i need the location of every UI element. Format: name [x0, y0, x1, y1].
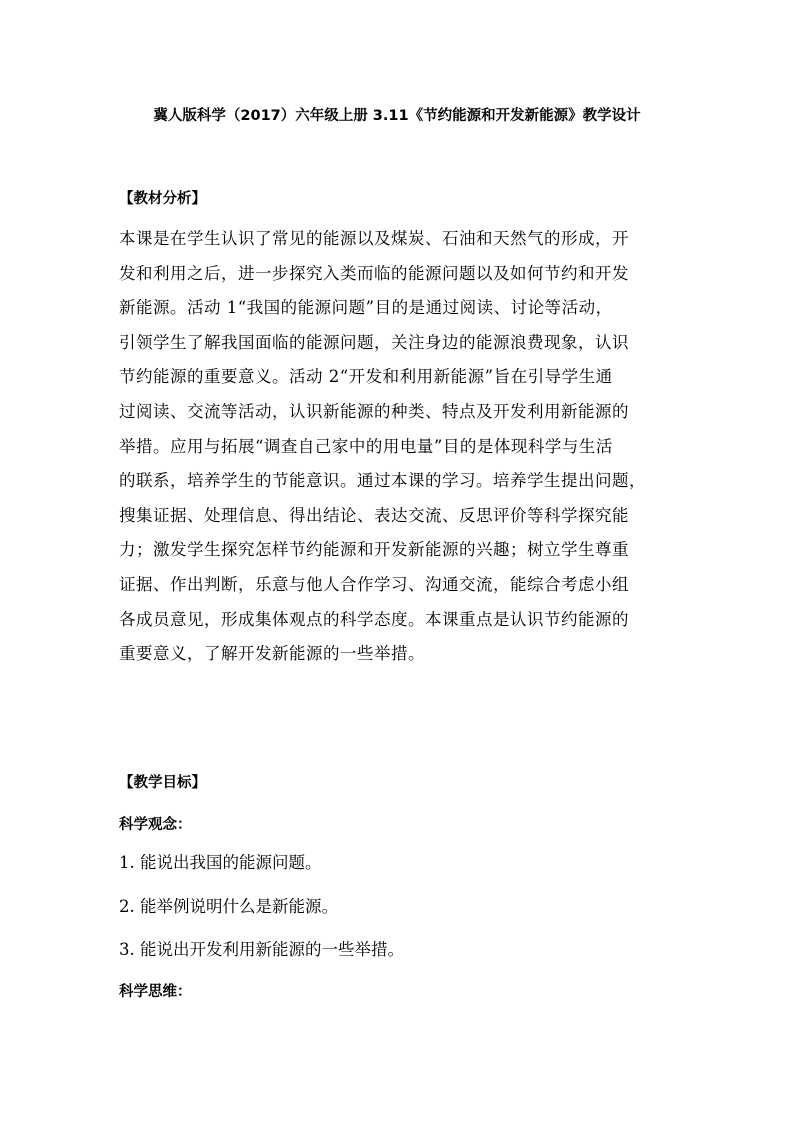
list-item: 1. 能说出我国的能源问题。 [119, 853, 322, 872]
paragraph-line: 证据、作出判断，乐意与他人合作学习、沟通交流，能综合考虑小组 [119, 574, 629, 594]
paragraph-line: 引领学生了解我国面临的能源问题，关注身边的能源浪费现象，认识 [119, 332, 629, 352]
paragraph-line: 的联系，培养学生的节能意识。通过本课的学习。培养学生提出问题， [119, 471, 646, 491]
paragraph-line: 力；激发学生探究怎样节约能源和开发新能源的兴趣；树立学生尊重 [119, 540, 629, 560]
paragraph-line: 各成员意见，形成集体观点的科学态度。本课重点是认识节约能源的 [119, 609, 629, 629]
paragraph-line: 举措。应用与拓展“调查自己家中的用电量”目的是体现科学与生活 [119, 436, 613, 456]
paragraph-line: 重要意义，了解开发新能源的一些举措。 [119, 644, 425, 664]
paragraph-line: 搜集证据、处理信息、得出结论、表达交流、反思评价等科学探究能 [119, 505, 629, 525]
paragraph-line: 节约能源的重要意义。活动 2“开发和利用新能源”旨在引导学生通 [119, 367, 613, 387]
document-title: 冀人版科学（2017）六年级上册 3.11《节约能源和开发新能源》教学设计 [153, 108, 641, 124]
list-item: 2. 能举例说明什么是新能源。 [119, 897, 338, 916]
section-heading-textbook-analysis: 【教材分析】 [119, 191, 206, 207]
subheading-science-thinking: 科学思维： [119, 984, 192, 1000]
paragraph-line: 过阅读、交流等活动，认识新能源的种类、特点及开发利用新能源的 [119, 401, 629, 421]
subheading-science-concept: 科学观念： [119, 817, 192, 833]
list-item: 3. 能说出开发利用新能源的一些举措。 [119, 940, 404, 959]
section-heading-teaching-goals: 【教学目标】 [119, 775, 206, 791]
textbook-analysis-paragraph [119, 222, 679, 672]
paragraph-line: 本课是在学生认识了常见的能源以及煤炭、石油和天然气的形成，开 [119, 229, 629, 248]
paragraph-line: 发和利用之后，进一步探究入类而临的能源问题以及如何节约和开发 [119, 263, 629, 283]
paragraph-line: 新能源。活动 1“我国的能源问题”目的是通过阅读、讨论等活动， [119, 298, 613, 318]
